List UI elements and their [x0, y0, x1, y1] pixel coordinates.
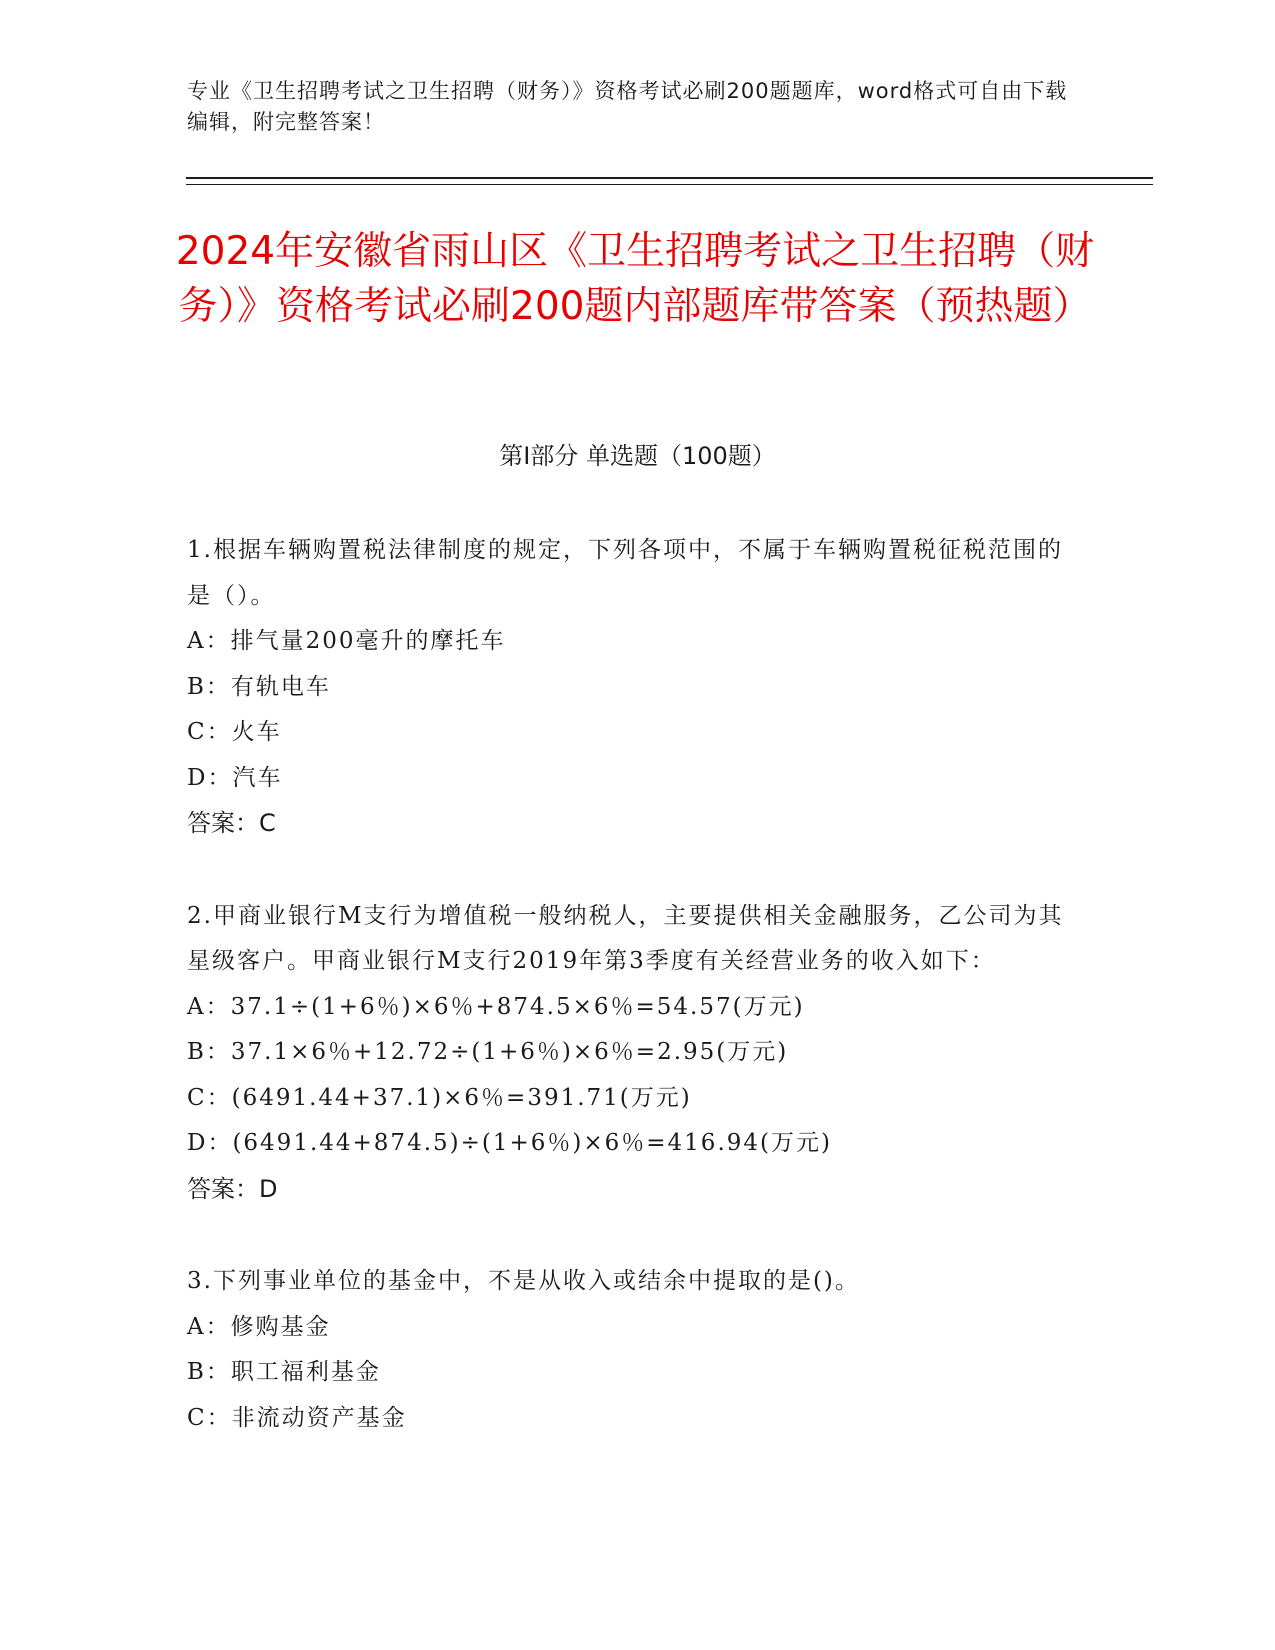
question-3	[187, 1259, 1087, 1441]
option-b: B：37.1×6％+12.72÷(1+6％)×6％=2.95(万元)	[187, 1039, 789, 1065]
question-2	[187, 894, 1087, 1213]
answer: 答案：D	[187, 1174, 278, 1203]
option-a: A：修购基金	[187, 1313, 331, 1340]
option-d: D：汽车	[187, 764, 283, 791]
question-stem: 3.下列事业单位的基金中，不是从收入或结余中提取的是()。	[187, 1268, 860, 1294]
option-a: A：37.1÷(1+6％)×6％+874.5×6％=54.57(万元)	[187, 993, 805, 1020]
option-b: B：职工福利基金	[187, 1359, 381, 1385]
answer: 答案：C	[187, 809, 276, 837]
header-note: 专业《卫生招聘考试之卫生招聘（财务）》资格考试必刷200题题库，word格式可自由下载编辑，附完整答案！	[187, 79, 1068, 134]
question-stem: 1.根据车辆购置税法律制度的规定，下列各项中，不属于车辆购置税征税范围的是（）。	[187, 537, 1063, 609]
option-a: A：排气量200毫升的摩托车	[187, 628, 506, 654]
option-c: C：(6491.44+37.1)×6％=391.71(万元)	[187, 1084, 692, 1111]
option-c: C：火车	[187, 719, 282, 745]
header-divider-thick	[186, 177, 1153, 179]
option-c: C：非流动资产基金	[187, 1404, 407, 1431]
section-heading: 第Ⅰ部分 单选题（100题）	[499, 442, 776, 470]
option-d: D：(6491.44+874.5)÷(1+6％)×6％=416.94(万元)	[187, 1130, 832, 1156]
question-1	[187, 528, 1087, 847]
question-stem: 2.甲商业银行M支行为增值税一般纳税人，主要提供相关金融服务，乙公司为其星级客户。甲商业银行M支行2019年第3季度有关经营业务的收入如下：	[187, 902, 1064, 974]
question-list	[187, 528, 1087, 1488]
document-title: 2024年安徽省雨山区《卫生招聘考试之卫生招聘（财务）》资格考试必刷200题内部题库带答案（预热题）	[175, 229, 1095, 329]
option-b: B：有轨电车	[187, 673, 331, 700]
header-divider-thin	[186, 184, 1153, 185]
